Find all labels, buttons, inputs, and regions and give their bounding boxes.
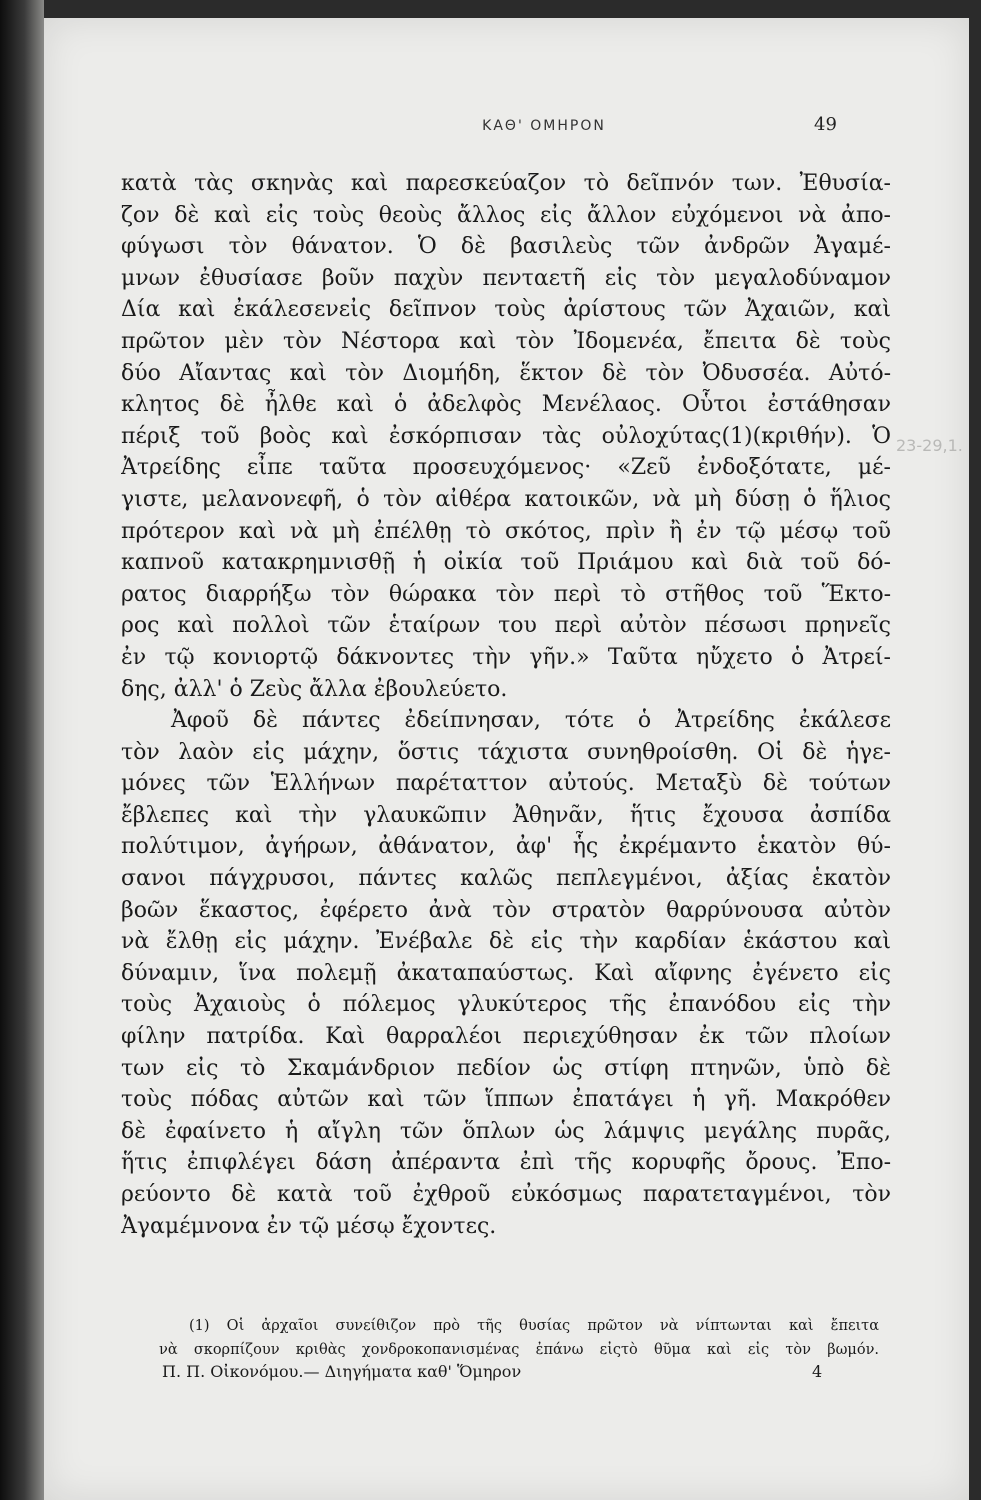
text-line: δύο Αἴαντας καὶ τὸν Διομήδη, ἕκτον δὲ τὸν Ὀδυσσέα. Αὐτό- xyxy=(121,360,891,386)
text-line: Ἀφοῦ δὲ πάντες ἐδείπνησαν, τότε ὁ Ἀτρείδης ἐκάλεσε xyxy=(171,708,891,734)
signature-imprint xyxy=(162,1362,822,1381)
text-line: δὲ ἐφαίνετο ἡ αἴγλη τῶν ὅπλων ὡς λάμψις μεγάλης πυρᾶς, xyxy=(121,1118,891,1144)
text-line: ἔβλεπες καὶ τὴν γλαυκῶπιν Ἀθηνᾶν, ἥτις ἔχουσα ἀσπίδα xyxy=(121,802,891,828)
text-line: καπνοῦ κατακρημνισθῇ ἡ οἰκία τοῦ Πριάμου καὶ διὰ τοῦ δό- xyxy=(121,550,891,576)
running-head: ΚΑΘ' ΟΜΗΡΟΝ xyxy=(482,118,606,134)
page-number: 49 xyxy=(814,114,837,135)
book-page xyxy=(44,18,969,1500)
text-line: νὰ ἔλθῃ εἰς μάχην. Ἐνέβαλε δὲ εἰς τὴν καρδίαν ἑκάστου καὶ xyxy=(121,929,891,955)
text-line: μνων ἐθυσίασε βοῦν παχὺν πενταετῆ εἰς τὸν μεγαλοδύναμον xyxy=(121,265,891,291)
footnote-line: νὰ σκορπίζουν κριθὰς χονδροκοπανισμένας ἐπάνω εἰςτὸ θῦμα καὶ εἰς τὸν βωμόν. xyxy=(159,1342,879,1358)
text-line: ρος καὶ πολλοὶ τῶν ἑταίρων του περὶ αὐτὸν πέσωσι πρηνεῖς xyxy=(121,613,891,639)
text-line: πρῶτον μὲν τὸν Νέστορα καὶ τὸν Ἰδομενέα, ἔπειτα δὲ τοὺς xyxy=(121,328,891,354)
footnote xyxy=(159,1314,879,1362)
text-line: κλητος δὲ ἦλθε καὶ ὁ ἀδελφὸς Μενέλαος. Οὗτοι ἐστάθησαν xyxy=(121,392,891,418)
text-line: γιστε, μελανονεφῆ, ὁ τὸν αἰθέρα κατοικῶν, νὰ μὴ δύσῃ ὁ ἥλιος xyxy=(121,486,891,512)
imprint-text: Π. Π. Οἰκονόμου.— Διηγήματα καθ' Ὅμηρον xyxy=(162,1362,522,1381)
text-line: ρεύοντο δὲ κατὰ τοῦ ἐχθροῦ εὐκόσμως παρατεταγμένοι, τὸν xyxy=(121,1182,891,1207)
text-line: πολύτιμον, ἀγήρων, ἀθάνατον, ἀφ' ἧς ἐκρέμαντο ἑκατὸν θύ- xyxy=(121,834,891,860)
text-line: σανοι πάγχρυσοι, πάντες καλῶς πεπλεγμένοι, ἀξίας ἑκατὸν xyxy=(121,866,891,892)
text-line: βοῶν ἕκαστος, ἐφέρετο ἀνὰ τὸν στρατὸν θαρρύνουσα αὐτὸν xyxy=(121,897,891,923)
text-line: δης, ἀλλ' ὁ Ζεὺς ἄλλα ἐβουλεύετο. xyxy=(121,676,508,702)
text-line: φίλην πατρίδα. Καὶ θαρραλέοι περιεχύθησαν ἐκ τῶν πλοίων xyxy=(121,1024,891,1050)
text-line: τοὺς πόδας αὐτῶν καὶ τῶν ἵππων ἐπατάγει ἡ γῆ. Μακρόθεν xyxy=(121,1087,891,1113)
text-line: φύγωσι τὸν θάνατον. Ὁ δὲ βασιλεὺς τῶν ἀνδρῶν Ἀγαμέ- xyxy=(121,234,891,260)
text-line: δύναμιν, ἵνα πολεμῇ ἀκαταπαύστως. Καὶ αἴφνης ἐγένετο εἰς xyxy=(121,960,891,986)
text-line: ζον δὲ καὶ εἰς τοὺς θεοὺς ἄλλος εἰς ἄλλον εὐχόμενοι νὰ ἀπο- xyxy=(121,202,891,228)
text-line: ρατος διαρρήξω τὸν θώρακα τὸν περὶ τὸ στῆθος τοῦ Ἕκτο- xyxy=(121,581,891,607)
body-text xyxy=(121,168,891,1242)
text-line: Ἀγαμέμνονα ἐν τῷ μέσῳ ἔχοντες. xyxy=(121,1213,497,1239)
text-line: κατὰ τὰς σκηνὰς καὶ παρεσκεύαζον τὸ δεῖπνόν των. Ἐθυσία- xyxy=(121,171,891,196)
text-line: τοὺς Ἀχαιοὺς ὁ πόλεμος γλυκύτερος τῆς ἐπανόδου εἰς τὴν xyxy=(121,992,891,1018)
text-line: πέριξ τοῦ βοὸς καὶ ἐσκόρπισαν τὰς οὐλοχύτας(1)(κριθήν). Ὁ xyxy=(121,423,891,449)
text-line: ἥτις ἐπιφλέγει δάση ἀπέραντα ἐπὶ τῆς κορυφῆς ὄρους. Ἐπο- xyxy=(121,1150,891,1176)
sheet-number: 4 xyxy=(812,1362,823,1381)
text-line: τὸν λαὸν εἰς μάχην, ὅστις τάχιστα συνηθροίσθη. Οἱ δὲ ἡγε- xyxy=(121,739,891,765)
text-line: Ἀτρείδης εἶπε ταῦτα προσευχόμενος· «Ζεῦ ἐνδοξότατε, μέ- xyxy=(121,455,891,481)
text-line: πρότερον καὶ νὰ μὴ ἐπέλθῃ τὸ σκότος, πρὶν ἢ ἐν τῷ μέσῳ τοῦ xyxy=(121,518,891,544)
margin-pencil-note: 23-29,1. xyxy=(896,436,963,455)
text-line: μόνες τῶν Ἑλλήνων παρέταττον αὐτούς. Μεταξὺ δὲ τούτων xyxy=(121,771,891,797)
text-line: Δία καὶ ἐκάλεσενεἰς δεῖπνον τοὺς ἀρίστους τῶν Ἀχαιῶν, καὶ xyxy=(121,297,891,323)
text-line: των εἰς τὸ Σκαμάνδριον πεδίον ὡς στίφη πτηνῶν, ὑπὸ δὲ xyxy=(121,1055,891,1081)
footnote-line: (1) Οἱ ἀρχαῖοι συνείθιζον πρὸ τῆς θυσίας πρῶτον νὰ νίπτωνται καὶ ἔπειτα xyxy=(189,1318,879,1334)
text-line: ἐν τῷ κονιορτῷ δάκνοντες τὴν γῆν.» Ταῦτα ηὔχετο ὁ Ἀτρεί- xyxy=(121,644,891,670)
book-spine-shadow xyxy=(0,0,44,1500)
